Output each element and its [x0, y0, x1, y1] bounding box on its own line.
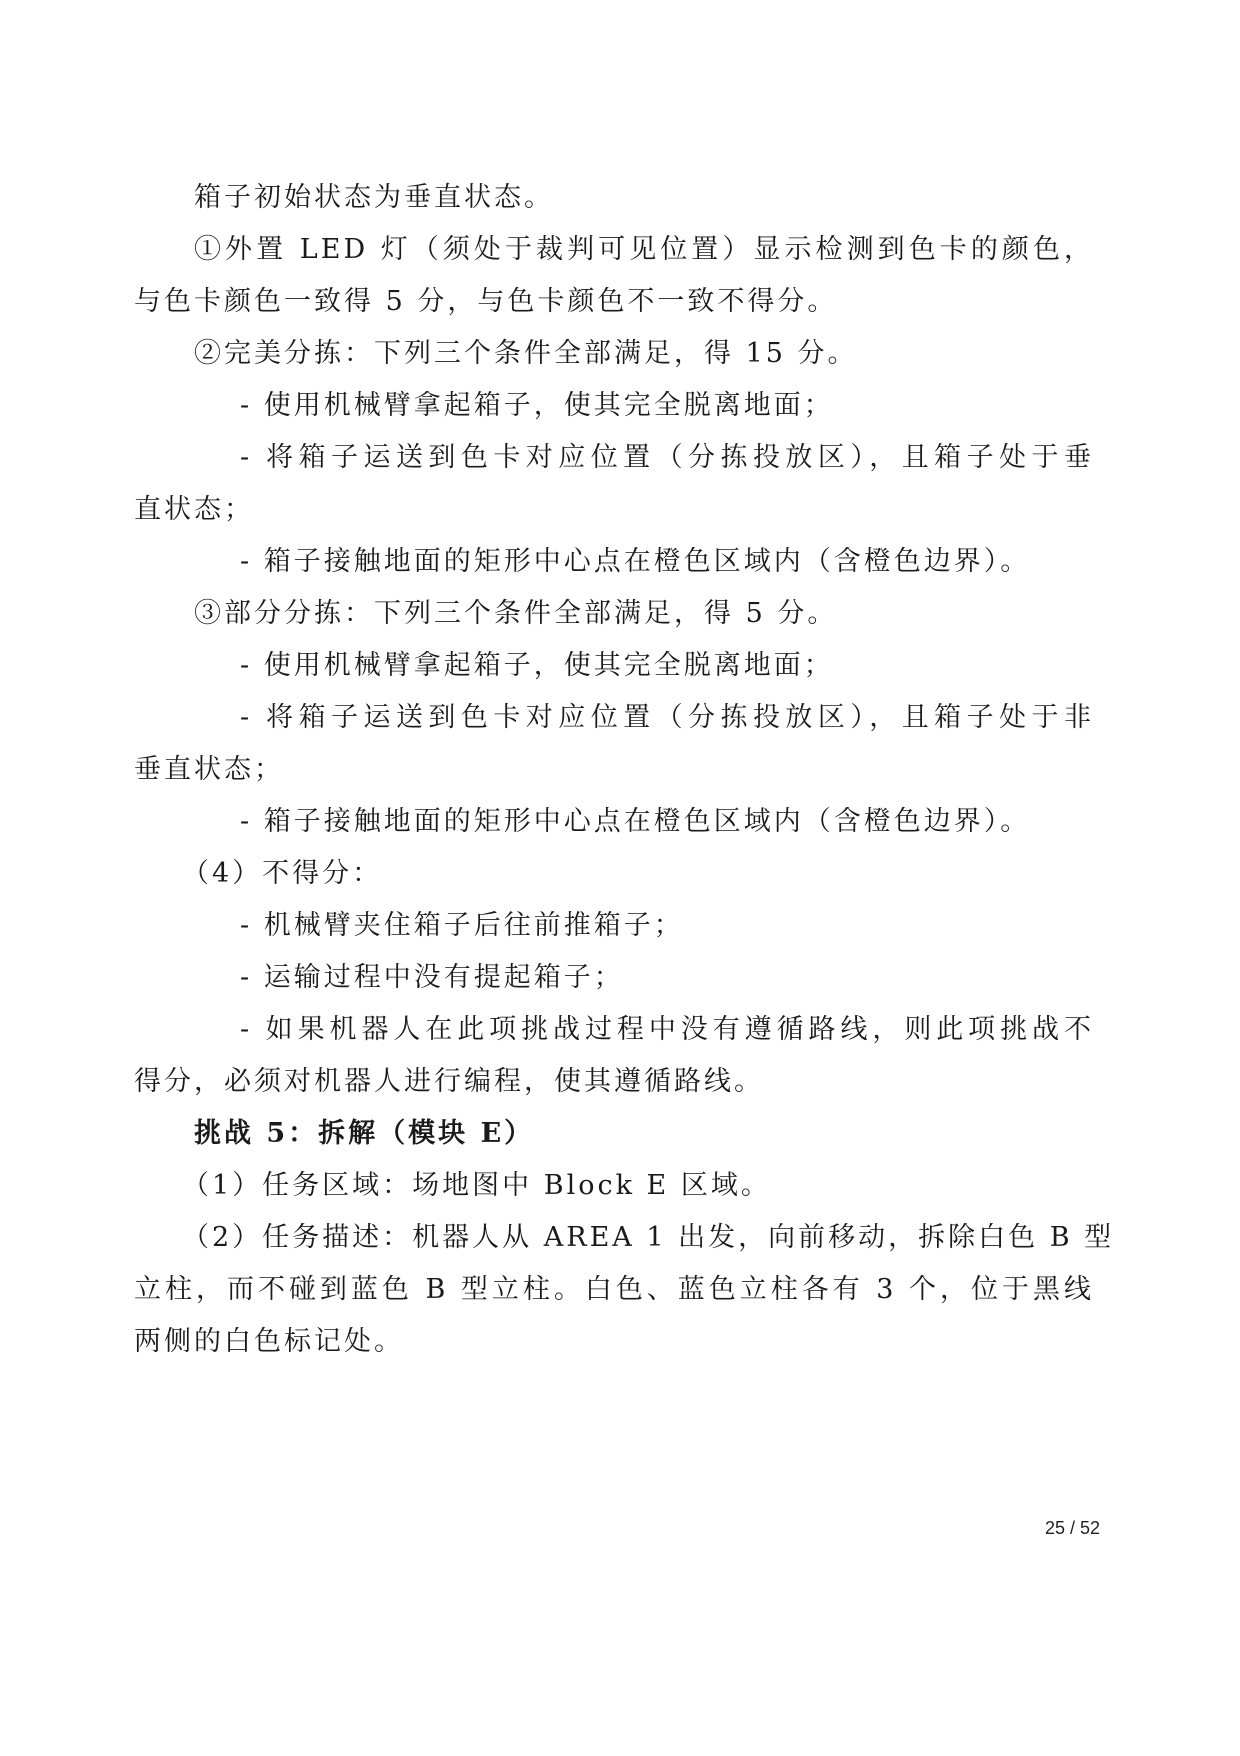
paragraph-line: 得分，必须对机器人进行编程，使其遵循路线。 — [134, 1066, 764, 1097]
list-item: - 运输过程中没有提起箱子； — [240, 962, 624, 993]
section-heading: 挑战 5：拆解（模块 E） — [194, 1118, 535, 1149]
paragraph-line: （2）任务描述：机器人从 AREA 1 出发，向前移动，拆除白色 B 型 — [182, 1222, 1115, 1253]
list-item: - 使用机械臂拿起箱子，使其完全脱离地面； — [240, 390, 834, 421]
list-item: - 将箱子运送到色卡对应位置（分拣投放区），且箱子处于垂 — [240, 442, 1094, 473]
paragraph-line: 两侧的白色标记处。 — [134, 1326, 404, 1357]
list-item: - 使用机械臂拿起箱子，使其完全脱离地面； — [240, 650, 834, 681]
paragraph-line: 与色卡颜色一致得 5 分，与色卡颜色不一致不得分。 — [134, 286, 838, 317]
list-item: - 箱子接触地面的矩形中心点在橙色区域内（含橙色边界）。 — [240, 546, 1031, 577]
paragraph-line: 立柱，而不碰到蓝色 B 型立柱。白色、蓝色立柱各有 3 个，位于黑线 — [134, 1274, 1094, 1305]
paragraph-line: （4）不得分： — [182, 858, 383, 889]
page-number: 25 / 52 — [1044, 1518, 1100, 1538]
paragraph-line: 箱子初始状态为垂直状态。 — [194, 182, 554, 213]
paragraph-line: ②完美分拣：下列三个条件全部满足，得 15 分。 — [194, 338, 858, 369]
list-item: - 如果机器人在此项挑战过程中没有遵循路线，则此项挑战不 — [240, 1014, 1094, 1045]
paragraph-line: （1）任务区域：场地图中 Block E 区域。 — [182, 1170, 771, 1201]
list-item: - 机械臂夹住箱子后往前推箱子； — [240, 910, 684, 941]
list-item: - 将箱子运送到色卡对应位置（分拣投放区），且箱子处于非 — [240, 702, 1094, 733]
paragraph-line: ③部分分拣：下列三个条件全部满足，得 5 分。 — [194, 598, 838, 629]
paragraph-line: ①外置 LED 灯（须处于裁判可见位置）显示检测到色卡的颜色， — [194, 234, 1094, 265]
list-item: - 箱子接触地面的矩形中心点在橙色区域内（含橙色边界）。 — [240, 806, 1031, 837]
paragraph-line: 直状态； — [134, 494, 254, 525]
paragraph-line: 垂直状态； — [134, 754, 284, 785]
